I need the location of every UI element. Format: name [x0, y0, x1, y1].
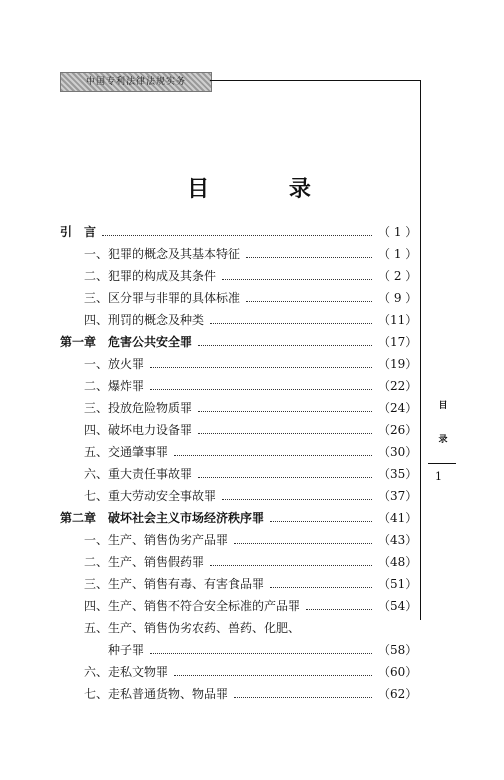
- toc-entry[interactable]: [60, 462, 416, 482]
- toc-label: 七、重大劳动安全事故罪: [84, 489, 217, 503]
- toc-page: （51）: [378, 577, 418, 591]
- toc-entry-chapter-2[interactable]: [60, 506, 416, 526]
- side-label-bottom: 录: [438, 435, 448, 445]
- toc-entry[interactable]: [60, 396, 416, 416]
- dot-leader: [102, 235, 372, 236]
- dot-leader: [234, 543, 372, 544]
- dot-leader: [198, 477, 372, 478]
- toc-label: 三、投放危险物质罪: [84, 401, 193, 415]
- toc-entry[interactable]: [60, 616, 416, 636]
- dot-leader: [198, 433, 372, 434]
- dot-leader: [150, 653, 372, 654]
- toc-page: （26）: [378, 423, 418, 437]
- toc-label: 一、放火罪: [84, 357, 145, 371]
- dot-leader: [174, 455, 372, 456]
- toc-label: 三、区分罪与非罪的具体标准: [84, 291, 241, 305]
- toc-page: （41）: [378, 511, 418, 525]
- toc-label: 一、犯罪的概念及其基本特征: [84, 247, 241, 261]
- toc-entry[interactable]: [60, 286, 416, 306]
- toc-entry[interactable]: [60, 418, 416, 438]
- side-rule: [420, 80, 421, 620]
- dot-leader: [210, 565, 372, 566]
- toc-label: 第一章 危害公共安全罪: [60, 335, 193, 349]
- page-title: 目 录: [187, 177, 347, 202]
- dot-leader: [222, 499, 372, 500]
- toc-entry[interactable]: [60, 528, 416, 548]
- dot-leader: [210, 323, 372, 324]
- dot-leader: [234, 697, 372, 698]
- toc-page: （ 1 ）: [378, 247, 418, 261]
- toc-entry[interactable]: [60, 374, 416, 394]
- toc-label: 四、生产、销售不符合安全标准的产品罪: [84, 599, 301, 613]
- toc-entry[interactable]: [60, 682, 416, 702]
- dot-leader: [270, 521, 372, 522]
- toc-entry[interactable]: [60, 594, 416, 614]
- toc-entry[interactable]: [60, 550, 416, 570]
- dot-leader: [246, 257, 372, 258]
- toc-page: （62）: [378, 687, 418, 701]
- toc-label: 种子罪: [108, 643, 145, 657]
- toc-entry[interactable]: [60, 352, 416, 372]
- toc-label: 六、重大责任事故罪: [84, 467, 193, 481]
- toc-label: 七、走私普通货物、物品罪: [84, 687, 229, 701]
- toc-label: 五、交通肇事罪: [84, 445, 169, 459]
- toc-label: 四、破坏电力设备罪: [84, 423, 193, 437]
- toc-entry[interactable]: [60, 660, 416, 680]
- toc-page: （24）: [378, 401, 418, 415]
- dot-leader: [150, 389, 372, 390]
- toc-label: 二、生产、销售假药罪: [84, 555, 205, 569]
- toc-entry-chapter-1[interactable]: [60, 330, 416, 350]
- toc-label: 四、刑罚的概念及种类: [84, 313, 205, 327]
- toc-page: （60）: [378, 665, 418, 679]
- toc-page: （35）: [378, 467, 418, 481]
- toc-page: （11）: [378, 313, 418, 327]
- toc-entry[interactable]: [60, 572, 416, 592]
- toc-label: 六、走私文物罪: [84, 665, 169, 679]
- toc-label: 引 言: [60, 225, 97, 239]
- dot-leader: [306, 609, 372, 610]
- toc-page: （48）: [378, 555, 418, 569]
- toc-entry[interactable]: [60, 264, 416, 284]
- toc-page: （ 2 ）: [378, 269, 418, 283]
- toc-page: （17）: [378, 335, 418, 349]
- toc-label: 二、犯罪的构成及其条件: [84, 269, 217, 283]
- toc-entry[interactable]: [60, 242, 416, 262]
- dot-leader: [150, 367, 372, 368]
- toc-label: 第二章 破坏社会主义市场经济秩序罪: [60, 511, 265, 525]
- toc-page: （30）: [378, 445, 418, 459]
- toc-page: （54）: [378, 599, 418, 613]
- toc-page: （19）: [378, 357, 418, 371]
- toc-entry[interactable]: [60, 484, 416, 504]
- toc-entry[interactable]: [60, 440, 416, 460]
- toc-label: 一、生产、销售伪劣产品罪: [84, 533, 229, 547]
- toc-label: 二、爆炸罪: [84, 379, 145, 393]
- header-rule: [210, 80, 420, 81]
- toc-page: （43）: [378, 533, 418, 547]
- toc-page: （37）: [378, 489, 418, 503]
- toc-page: （22）: [378, 379, 418, 393]
- dot-leader: [246, 301, 372, 302]
- header-banner: 中国专利法律法规实务: [60, 72, 212, 92]
- toc-page: （ 9 ）: [378, 291, 418, 305]
- side-label-top: 目: [438, 401, 448, 411]
- toc-entry[interactable]: [60, 638, 416, 658]
- toc-page: （58）: [378, 643, 418, 657]
- toc-page: （ 1 ）: [378, 225, 418, 239]
- dot-leader: [198, 411, 372, 412]
- side-divider: [428, 463, 456, 464]
- page-number: 1: [435, 470, 442, 483]
- toc-entry[interactable]: [60, 308, 416, 328]
- dot-leader: [222, 279, 372, 280]
- toc-label: 五、生产、销售伪劣农药、兽药、化肥、: [84, 621, 301, 635]
- toc-label: 三、生产、销售有毒、有害食品罪: [84, 577, 265, 591]
- dot-leader: [198, 345, 372, 346]
- toc-entry-intro[interactable]: [60, 220, 416, 240]
- dot-leader: [174, 675, 372, 676]
- dot-leader: [270, 587, 372, 588]
